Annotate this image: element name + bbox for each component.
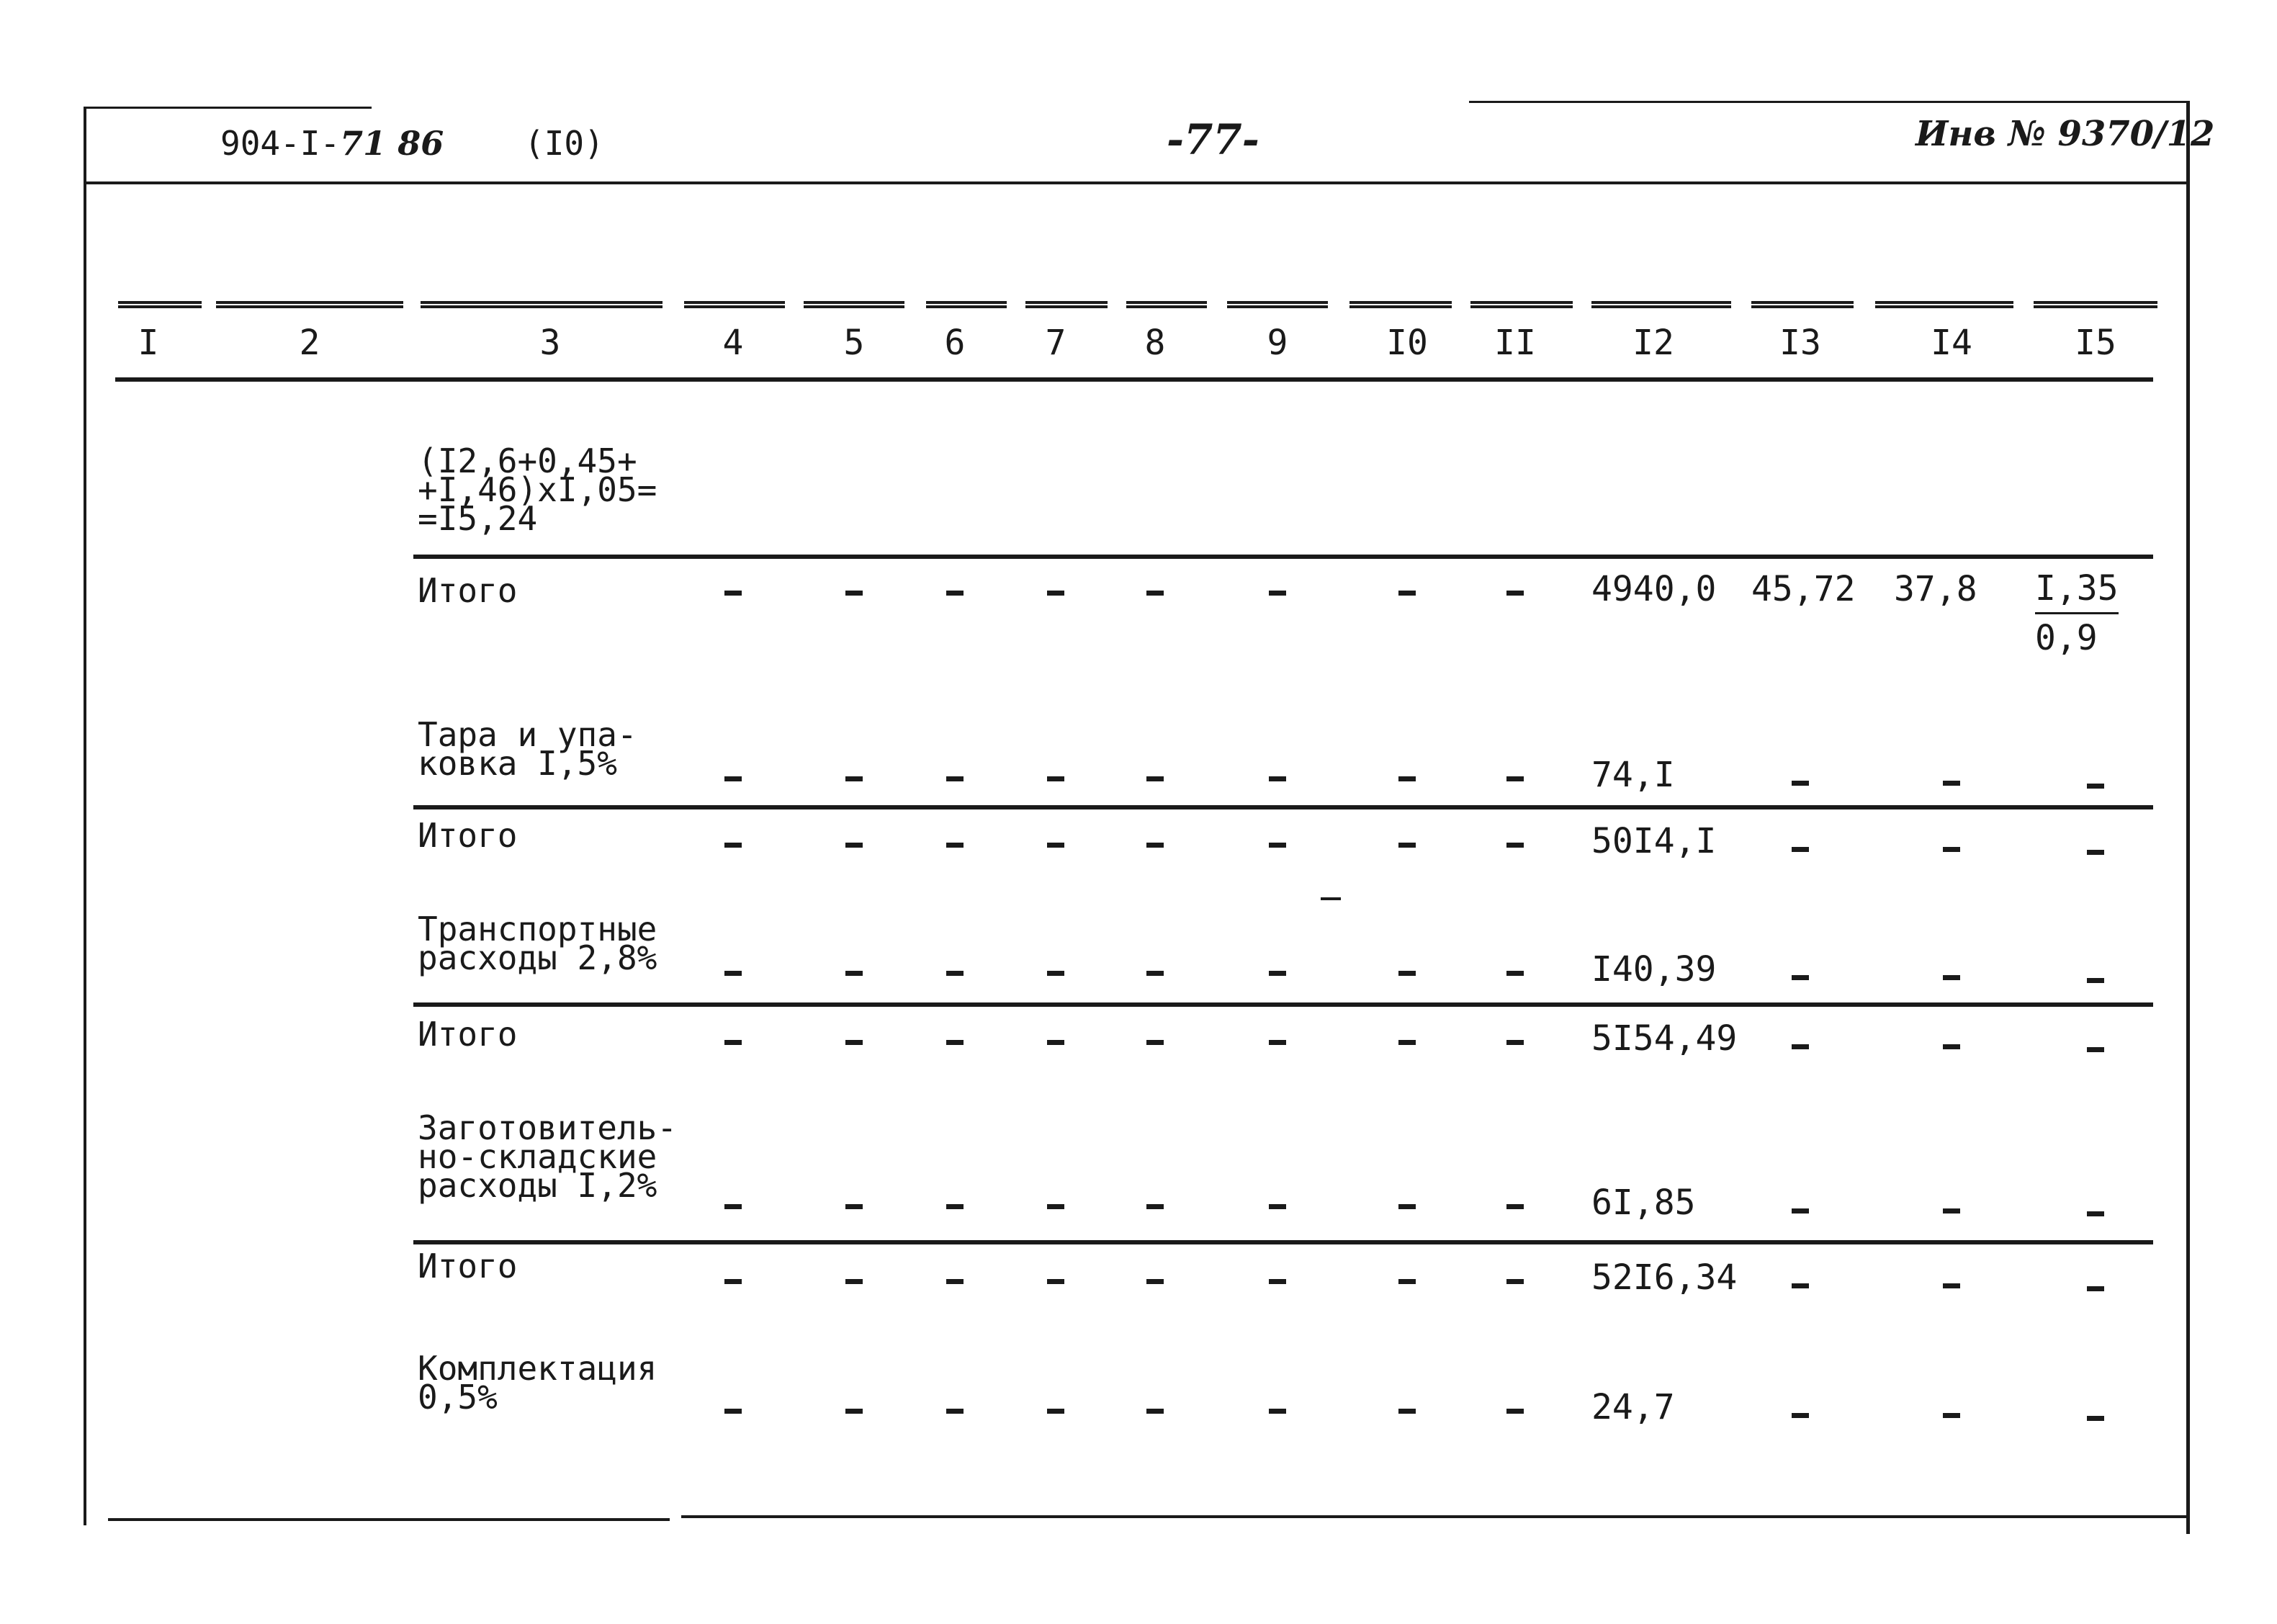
empty-cell-dash (845, 971, 863, 976)
empty-cell-dash (946, 1040, 964, 1045)
empty-cell-dash (1146, 1409, 1164, 1414)
empty-cell-dash (1792, 781, 1809, 786)
empty-cell-dash (1506, 843, 1524, 848)
empty-cell-dash (1943, 1413, 1960, 1418)
empty-cell-dash (2087, 1047, 2104, 1052)
empty-cell-dash (946, 1279, 964, 1284)
document-code (220, 124, 444, 163)
cell-col-15-fraction (2035, 565, 2119, 662)
empty-cell-dash (2087, 1416, 2104, 1421)
row-description: Итого (418, 1015, 518, 1054)
empty-cell-dash (1506, 776, 1524, 781)
empty-cell-dash (1943, 975, 1960, 980)
column-number: 6 (944, 323, 966, 363)
column-header-double-rule (216, 301, 403, 308)
cell-col-12: 4940,0 (1591, 569, 1717, 609)
column-number: I0 (1386, 323, 1428, 363)
empty-cell-dash (1506, 971, 1524, 976)
cell-col-12: I40,39 (1591, 949, 1717, 990)
column-number: I5 (2075, 323, 2116, 363)
column-number: II (1494, 323, 1536, 363)
column-header-double-rule (1227, 301, 1328, 308)
frame-top-right (1469, 101, 2189, 103)
header-rule (85, 181, 2188, 184)
fraction-numerator: I,35 (2035, 565, 2119, 614)
bottom-rule-left (108, 1518, 670, 1521)
empty-cell-dash (1146, 776, 1164, 781)
document-code-prefix: 904-I- (220, 124, 341, 163)
empty-cell-dash (1506, 1204, 1524, 1209)
empty-cell-dash (1506, 1279, 1524, 1284)
inventory-number: Инв № 9370/12 (1916, 114, 2215, 154)
column-header-bottom-rule (115, 377, 2153, 382)
empty-cell-dash (1269, 843, 1286, 848)
column-number: 9 (1267, 323, 1288, 363)
empty-cell-dash (1792, 1413, 1809, 1418)
empty-cell-dash (1047, 1040, 1064, 1045)
empty-cell-dash (1269, 776, 1286, 781)
row-separator-4 (413, 1240, 2153, 1244)
empty-cell-dash (1047, 776, 1064, 781)
cell-col-12: 24,7 (1591, 1387, 1675, 1427)
frame-top-left (84, 107, 372, 109)
empty-cell-dash (1047, 591, 1064, 596)
column-header-double-rule (1751, 301, 1854, 308)
empty-cell-dash (1943, 1044, 1960, 1049)
column-number: 4 (722, 323, 744, 363)
empty-cell-dash (1047, 1204, 1064, 1209)
empty-cell-dash (1398, 1040, 1416, 1045)
empty-cell-dash (1047, 1409, 1064, 1414)
cell-col-14: 37,8 (1894, 569, 1977, 609)
fraction-denominator: 0,9 (2035, 618, 2098, 658)
empty-cell-dash (1146, 1279, 1164, 1284)
empty-cell-dash (946, 971, 964, 976)
row-description: Заготовитель- но-складские расходы I,2% (418, 1108, 678, 1205)
empty-cell-dash (1146, 843, 1164, 848)
cell-col-12: 52I6,34 (1591, 1257, 1738, 1298)
empty-cell-dash (946, 591, 964, 596)
empty-cell-dash (724, 776, 742, 781)
row-description: Итого (418, 571, 518, 610)
empty-cell-dash (845, 843, 863, 848)
empty-cell-dash (1269, 1279, 1286, 1284)
stray-mark (1321, 897, 1341, 900)
empty-cell-dash (1398, 1279, 1416, 1284)
bottom-rule-right (681, 1515, 2186, 1518)
empty-cell-dash (1269, 1040, 1286, 1045)
column-number: 3 (539, 323, 561, 363)
frame-left (84, 107, 86, 1525)
row-description: Итого (418, 1247, 518, 1286)
column-header-double-rule (118, 301, 202, 308)
empty-cell-dash (724, 1204, 742, 1209)
empty-cell-dash (1943, 1208, 1960, 1213)
empty-cell-dash (1269, 1409, 1286, 1414)
row-separator-1 (413, 555, 2153, 559)
cell-col-12: 50I4,I (1591, 821, 1717, 861)
page-number: -77- (1167, 115, 1259, 164)
empty-cell-dash (946, 843, 964, 848)
column-header-double-rule (804, 301, 904, 308)
empty-cell-dash (1398, 776, 1416, 781)
empty-cell-dash (2087, 978, 2104, 983)
row-description: Тара и упа- ковка I,5% (418, 715, 637, 783)
row-description: Комплектация 0,5% (418, 1349, 657, 1417)
empty-cell-dash (946, 1204, 964, 1209)
empty-cell-dash (1792, 975, 1809, 980)
document-code-handwritten: 71 86 (340, 124, 444, 163)
empty-cell-dash (724, 1279, 742, 1284)
column-number: I (138, 323, 159, 363)
empty-cell-dash (1506, 1409, 1524, 1414)
empty-cell-dash (1792, 847, 1809, 852)
column-header-double-rule (1591, 301, 1731, 308)
empty-cell-dash (1146, 971, 1164, 976)
empty-cell-dash (724, 1040, 742, 1045)
empty-cell-dash (1146, 1204, 1164, 1209)
empty-cell-dash (1269, 591, 1286, 596)
empty-cell-dash (1792, 1044, 1809, 1049)
column-number: I3 (1779, 323, 1821, 363)
empty-cell-dash (946, 1409, 964, 1414)
empty-cell-dash (946, 776, 964, 781)
empty-cell-dash (1506, 1040, 1524, 1045)
empty-cell-dash (845, 1040, 863, 1045)
row-separator-2 (413, 805, 2153, 809)
column-header-double-rule (1126, 301, 1207, 308)
frame-right (2186, 101, 2190, 1534)
empty-cell-dash (1047, 1279, 1064, 1284)
empty-cell-dash (1398, 843, 1416, 848)
empty-cell-dash (845, 776, 863, 781)
column-header-double-rule (684, 301, 785, 308)
empty-cell-dash (845, 1279, 863, 1284)
empty-cell-dash (1269, 971, 1286, 976)
cell-col-12: 74,I (1591, 755, 1675, 795)
empty-cell-dash (2087, 784, 2104, 789)
column-header-double-rule (1025, 301, 1108, 308)
empty-cell-dash (1146, 591, 1164, 596)
column-number: 8 (1144, 323, 1166, 363)
row-description: (I2,6+0,45+ +I,46)xI,05= =I5,24 (418, 441, 657, 538)
empty-cell-dash (2087, 1286, 2104, 1291)
column-header-double-rule (1349, 301, 1452, 308)
column-number: 7 (1045, 323, 1066, 363)
empty-cell-dash (1047, 843, 1064, 848)
empty-cell-dash (1943, 781, 1960, 786)
cell-col-12: 6I,85 (1591, 1183, 1696, 1223)
cell-col-13: 45,72 (1751, 569, 1856, 609)
column-header-double-rule (421, 301, 663, 308)
empty-cell-dash (845, 1409, 863, 1414)
column-number: I4 (1931, 323, 1972, 363)
empty-cell-dash (845, 1204, 863, 1209)
empty-cell-dash (724, 843, 742, 848)
column-number: 2 (299, 323, 320, 363)
column-header-double-rule (1470, 301, 1573, 308)
row-description: Итого (418, 816, 518, 855)
empty-cell-dash (2087, 850, 2104, 855)
empty-cell-dash (1792, 1208, 1809, 1213)
empty-cell-dash (724, 591, 742, 596)
column-header-double-rule (1875, 301, 2013, 308)
empty-cell-dash (1398, 591, 1416, 596)
row-description: Транспортные расходы 2,8% (418, 910, 657, 977)
row-separator-3 (413, 1002, 2153, 1007)
column-header-double-rule (926, 301, 1007, 308)
column-header-double-rule (2034, 301, 2157, 308)
empty-cell-dash (845, 591, 863, 596)
section-number: (I0) (524, 124, 604, 163)
column-number: 5 (843, 323, 865, 363)
empty-cell-dash (1506, 591, 1524, 596)
column-number: I2 (1632, 323, 1674, 363)
empty-cell-dash (724, 971, 742, 976)
empty-cell-dash (724, 1409, 742, 1414)
empty-cell-dash (1047, 971, 1064, 976)
empty-cell-dash (1398, 1409, 1416, 1414)
cell-col-12: 5I54,49 (1591, 1018, 1738, 1059)
empty-cell-dash (1398, 1204, 1416, 1209)
empty-cell-dash (1943, 847, 1960, 852)
empty-cell-dash (1943, 1283, 1960, 1288)
empty-cell-dash (2087, 1211, 2104, 1216)
empty-cell-dash (1146, 1040, 1164, 1045)
empty-cell-dash (1269, 1204, 1286, 1209)
empty-cell-dash (1792, 1283, 1809, 1288)
empty-cell-dash (1398, 971, 1416, 976)
